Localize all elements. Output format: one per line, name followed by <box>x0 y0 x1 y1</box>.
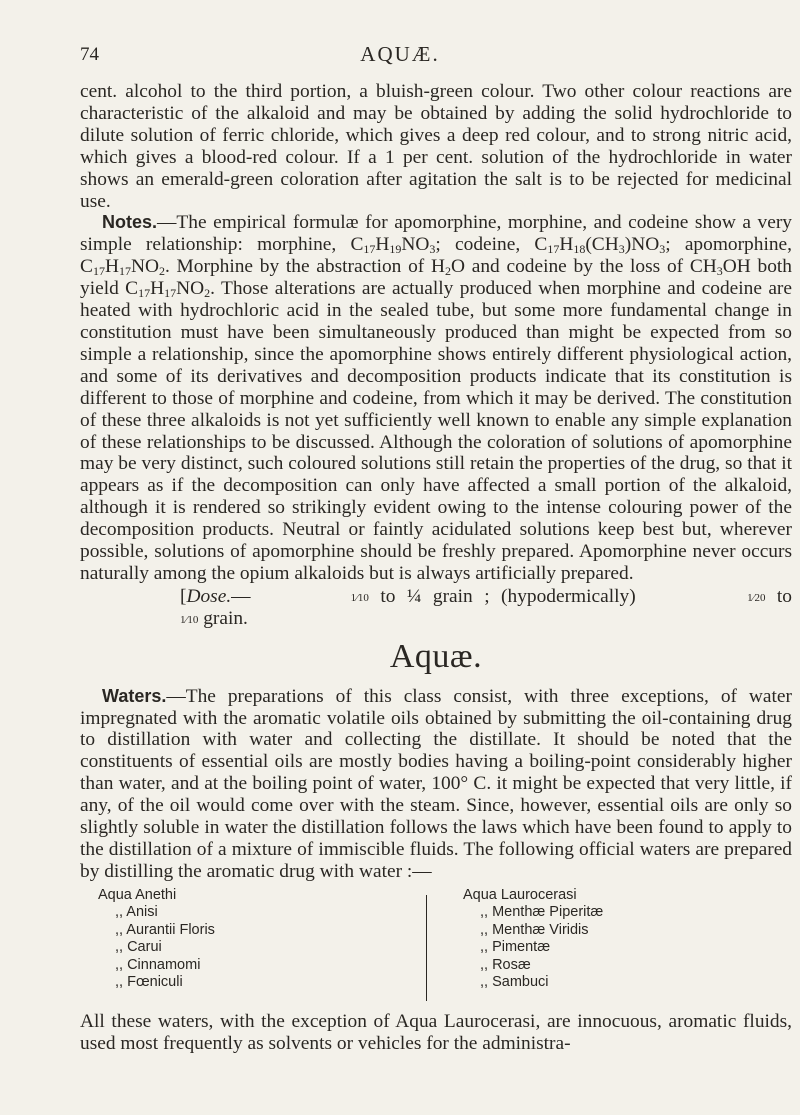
waters-lead: Waters. <box>102 685 167 706</box>
list-item: ,, Sambuci <box>480 974 549 991</box>
list-item: ,, Pimentæ <box>480 939 551 956</box>
list-item: ,, Menthæ Viridis <box>480 921 589 938</box>
waters-list-right <box>463 887 603 992</box>
waters-list <box>80 887 792 1009</box>
paragraph-closing: All these waters, with the exception of Aqua Laurocerasi, are innocuous, aromatic fluids, used most frequently as solvents or vehicles for the administra- <box>80 1010 792 1054</box>
page-body <box>80 81 792 1055</box>
dose-fraction: 1⁄20 <box>747 591 766 604</box>
dose-label: Dose. <box>186 585 232 607</box>
dose-fraction: 1⁄10 <box>350 591 369 604</box>
list-item: ,, Rosæ <box>480 956 531 973</box>
list-item: Aqua Laurocerasi <box>463 886 577 903</box>
list-item: ,, Aurantii Floris <box>115 921 215 938</box>
section-title: Aquæ. <box>389 637 483 675</box>
list-item: ,, Fœniculi <box>115 974 183 991</box>
column-divider <box>426 895 427 1001</box>
paragraph-colour-reactions: cent. alcohol to the third portion, a bluish-green colour. Two other colour reactions are characteristic of the alkaloid and may be obtained by adding the solid hydrochloride to dilute solution of ferric chloride, which gives a deep red colour, and to strong nitric acid, which gives a blood-red colour. If a 1 per cent. solution of the hydrochloride in water shows an emerald-green coloration after agitation the salt is to be rejected for medicinal use. <box>80 81 792 212</box>
list-item: ,, Carui <box>115 939 162 956</box>
list-item: ,, Cinnamomi <box>115 956 201 973</box>
dose-fraction: 1⁄10 <box>180 613 199 626</box>
page-number: 74 <box>80 44 99 65</box>
paragraph-waters: Waters.—The preparations of this class consist, with three exceptions, of water impregnated with the aromatic volatile oils obtained by submitting the oil-containing drug to distillation with water and collecting the distillate. It should be noted that the constituents of essential oils are mostly bodies having a boiling-point considerably higher than water, and at the boiling point of water, 100° C. it might be expected that very little, if any, of the oil would come over with the steam. Since, however, essential oils are only so slightly soluble in water the distillation follows the laws which have been found to apply to the distillation of a mixture of immiscible fluids. The following official waters are prepared by distilling the aromatic drug with water :— <box>80 685 792 882</box>
notes-lead: Notes. <box>102 212 158 233</box>
dose-fraction: ¼ <box>406 585 422 607</box>
running-title: AQUÆ. <box>360 42 440 66</box>
list-item: ,, Anisi <box>115 904 158 921</box>
dose-line: [Dose.— 1⁄10 to ¼ grain ; (hypodermically) 1⁄20 to 1⁄10 grain. <box>80 586 792 630</box>
waters-list-left <box>98 887 215 992</box>
page-header <box>0 34 800 70</box>
paragraph-notes: Notes.—The empirical formulæ for apomorphine, morphine, and codeine show a very simple relationship: morphine, $C_{17}H_{19}NO_3$; codeine, $C_{17}H_{18}(CH_3)NO_3$; apomorphine, $C_{17}H_{17}NO_2$. Morphine by the abstraction of $H_2O$ and codeine by the loss of $CH_3OH$ both yield $C_{17}H_{17}NO_2$. Those alterations are actually produced when morphine and codeine are heated with hydrochloric acid in the sealed tube, but some more fundamental change in constitution must have been simultaneously produced than might be expected from so simple a relationship, since the apomorphine shows entirely different physiological action, and some of its derivatives and decomposition products indicate that its constitution is different to those of morphine and codeine, from which it may be derived. The constitution of these three alkaloids is not yet sufficiently well known to enable any simple explanation of these relationships to be discussed. Although the coloration of solutions of apomorphine may be very distinct, such coloured solutions still retain the properties of the drug, so that it appears as if the decomposition can only have affected a small portion of the alkaloid, although it is rendered so strikingly evident owing to the intense colouring power of the decomposition products. Neutral or faintly acidulated solutions keep best but, wherever possible, solutions of apomorphine should be freshly prepared. Apomorphine never occurs naturally among the opium alkaloids but is always artificially prepared. <box>80 212 792 584</box>
list-item: ,, Menthæ Piperitæ <box>480 904 604 921</box>
list-item: Aqua Anethi <box>98 886 177 903</box>
